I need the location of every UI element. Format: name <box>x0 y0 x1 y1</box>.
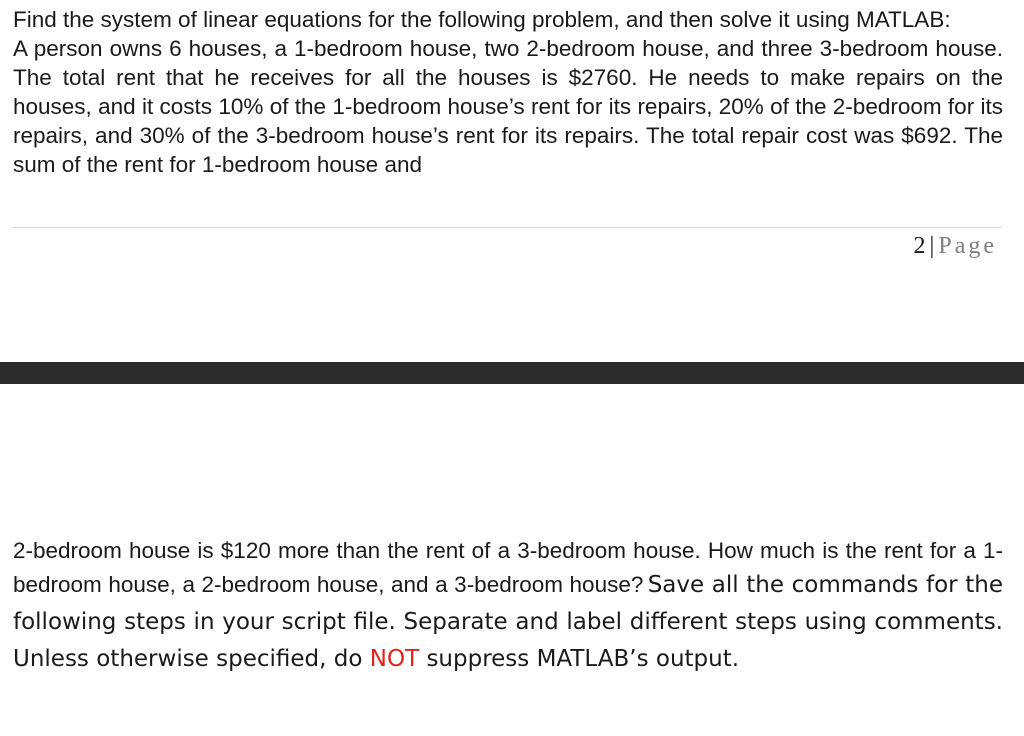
page-number-value: 2 <box>913 233 926 259</box>
page-number-separator: | <box>929 233 935 259</box>
instructions-text-end: suppress MATLAB’s output. <box>426 646 740 672</box>
problem-heading: Find the system of linear equations for the following problem, and then solve it using MATLAB: <box>13 7 951 32</box>
page-break-bar <box>0 362 1024 384</box>
problem-paragraph: A person owns 6 houses, a 1-bedroom house, two 2-bedroom house, and three 3-bedroom house. The total rent that he receives for all the houses is $2760. He needs to make repairs on the houses, and it costs 10% of the 1-bedroom house’s rent for its repairs, 20% of the 2-bedroom for its repairs, and 30% of the 3-bedroom house’s rent for its repairs. The total repair cost was $692. The sum of the rent for 1-bedroom house and <box>13 36 1003 177</box>
not-emphasis: NOT <box>369 646 420 672</box>
continuation-text: 2-bedroom house is $120 more than the rent of a 3-bedroom house. How much is the rent for a 1-bedroom house, a 2-bedroom house, and a 3-bedroom house? <box>13 538 1003 597</box>
document-page-bottom <box>0 384 1024 736</box>
instructions-text: Save all the commands for the following steps in your script file. Separate and label different steps using comments. Unless otherwise specified, do <box>13 572 1003 672</box>
footer-divider <box>12 227 1002 228</box>
page-label: Page <box>938 233 997 259</box>
problem-text-block <box>13 5 1003 179</box>
page-footer <box>914 232 997 260</box>
continuation-text-block <box>13 535 1003 678</box>
document-page-top <box>0 0 1024 362</box>
